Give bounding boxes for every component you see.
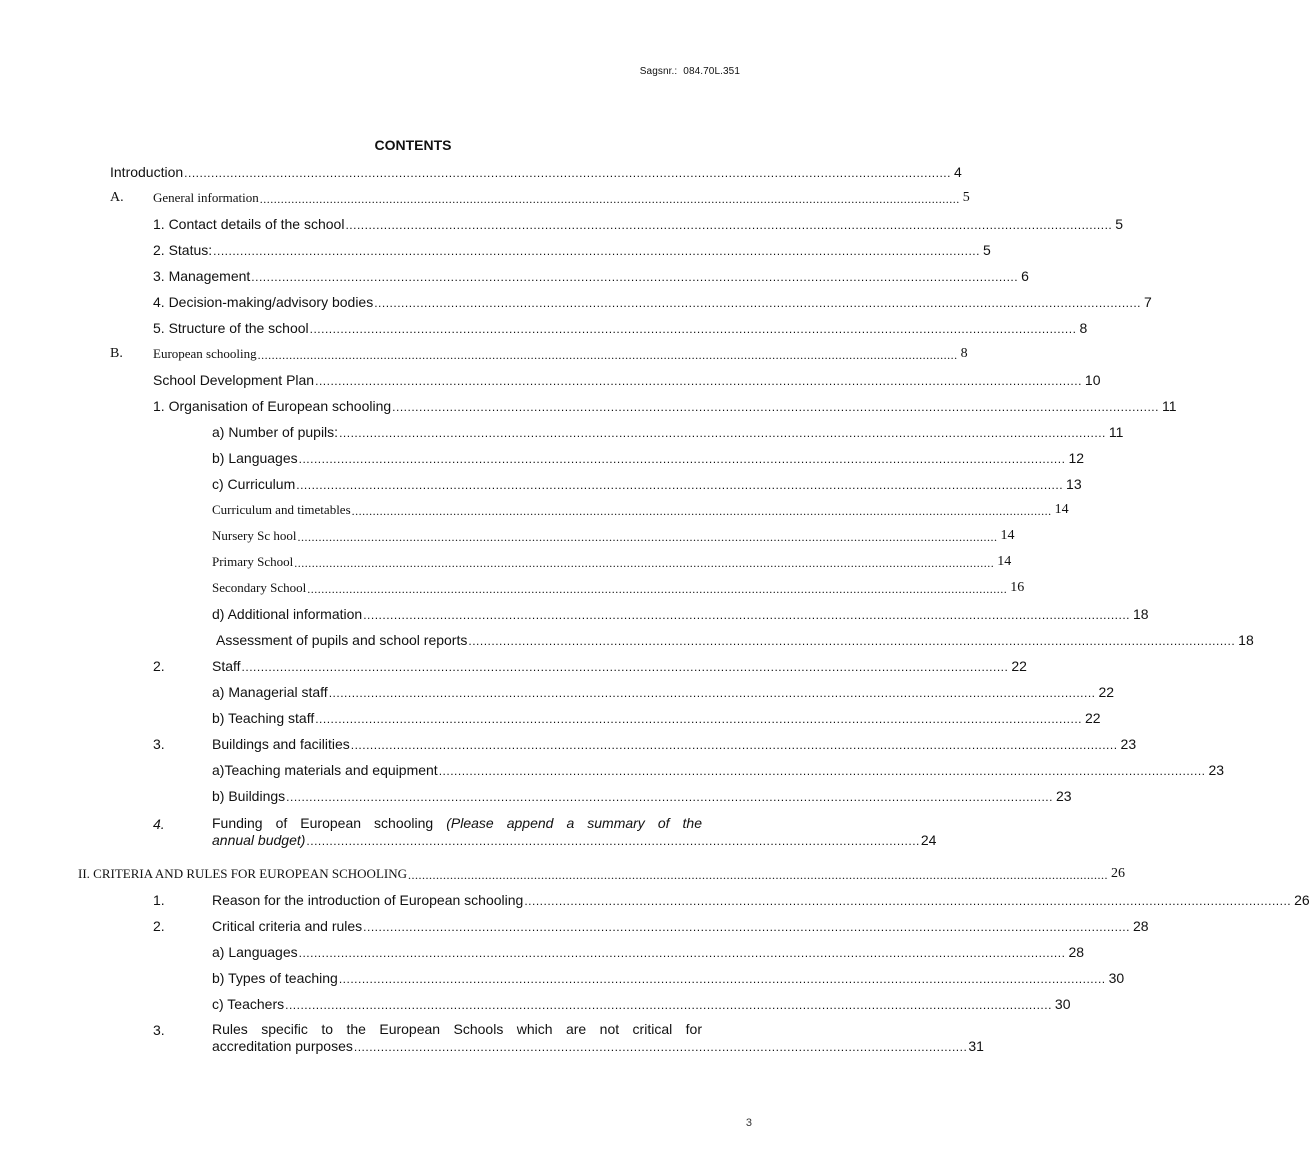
toc-entry[interactable] bbox=[0, 709, 1101, 727]
toc-entry-label: II. CRITERIA AND RULES FOR EUROPEAN SCHOOLING bbox=[78, 866, 407, 881]
toc-entry-page: 18 bbox=[1133, 606, 1149, 622]
toc-entry-label: b) Types of teaching bbox=[212, 970, 338, 986]
toc-leader-dots: ........................................................................................................................................................................................................ bbox=[374, 296, 1142, 310]
toc-entry-page: 14 bbox=[997, 554, 1012, 569]
toc-entry-page: 8 bbox=[1079, 320, 1088, 336]
toc-entry-text bbox=[212, 891, 1310, 909]
toc-entry-page: 14 bbox=[1054, 502, 1069, 517]
toc-entry[interactable] bbox=[0, 657, 1027, 675]
toc-entry-label: 1. Contact details of the school bbox=[153, 216, 345, 232]
toc-entry-text bbox=[212, 683, 1115, 701]
case-number-value: 084.70L.351 bbox=[683, 66, 740, 77]
toc-entry[interactable] bbox=[0, 449, 1085, 467]
toc-leader-dots: ........................................................................................................................................................................................................ bbox=[315, 374, 1082, 388]
toc-entry-label: 3. Management bbox=[153, 268, 251, 284]
toc-entry-text bbox=[212, 449, 1085, 467]
toc-entry[interactable] bbox=[0, 969, 1125, 987]
toc-leader-dots: ........................................................................................................................................................................................................ bbox=[296, 478, 1064, 492]
toc-entry-text bbox=[212, 553, 1012, 571]
toc-entry[interactable] bbox=[0, 163, 962, 181]
toc-entry-label: Nursery Sc hool bbox=[212, 528, 297, 543]
toc-entry-text bbox=[153, 267, 1029, 285]
toc-entry-text bbox=[153, 293, 1152, 311]
toc-leader-dots: ........................................................................................................................................................................................................ bbox=[345, 218, 1113, 232]
toc-entry-wrap bbox=[212, 1021, 984, 1055]
toc-entry[interactable] bbox=[0, 189, 970, 207]
toc-leader-dots: ........................................................................................................................................................................................................ bbox=[213, 244, 980, 258]
toc-entry-label: School Development Plan bbox=[153, 372, 315, 388]
toc-entry-rules[interactable] bbox=[0, 1021, 984, 1061]
toc-entry-label: General information bbox=[153, 190, 259, 205]
toc-entry[interactable] bbox=[0, 761, 1225, 779]
toc-leader-dots: ........................................................................................................................................................................................................ bbox=[298, 452, 1066, 466]
toc-entry[interactable] bbox=[0, 605, 1149, 623]
toc-entry-page: 14 bbox=[1000, 528, 1015, 543]
toc-leader-dots: ........................................................................................................................................................................................................ bbox=[298, 946, 1066, 960]
toc-entry-text bbox=[212, 605, 1149, 623]
toc-entry-text bbox=[212, 475, 1082, 493]
toc-entry-label: Assessment of pupils and school reports bbox=[216, 632, 468, 648]
toc-entry[interactable] bbox=[0, 553, 1012, 571]
toc-entry-label: a) Number of pupils: bbox=[212, 424, 339, 440]
toc-entry-text bbox=[212, 787, 1072, 805]
toc-entry-page: 28 bbox=[1068, 944, 1085, 960]
toc-leader-dots: ........................................................................................................................................................................................................ bbox=[251, 270, 1019, 284]
toc-entry-number: 2. bbox=[153, 918, 165, 934]
toc-entry-text bbox=[216, 631, 1254, 649]
toc-leader-dots: ........................................................................................................................................................................................................ bbox=[350, 738, 1118, 752]
toc-leader-dots: ........................................................................................................................................................................................................ bbox=[309, 322, 1077, 336]
toc-entry-text bbox=[153, 241, 991, 259]
toc-entry-text bbox=[78, 865, 1125, 883]
toc-leader-dots: ........................................................................................................................................................................................................ bbox=[257, 348, 958, 362]
toc-entry-line2 bbox=[212, 1038, 984, 1055]
toc-leader-dots: ........................................................................................................................................................................................................ bbox=[438, 764, 1206, 778]
case-number-label: Sagsnr.: bbox=[639, 66, 678, 77]
toc-entry-label bbox=[212, 815, 702, 832]
toc-entry-page: 28 bbox=[1132, 918, 1149, 934]
toc-entry-page: 22 bbox=[1011, 658, 1027, 674]
toc-entry-page: 13 bbox=[1066, 476, 1082, 492]
toc-entry-label-plain: Funding of European schooling bbox=[212, 815, 447, 831]
toc-entry-label-2: accreditation purposes bbox=[212, 1038, 353, 1054]
toc-entry-label: c) Teachers bbox=[212, 996, 285, 1012]
toc-entry[interactable] bbox=[0, 917, 1149, 935]
toc-entry-label: Rules specific to the European Schools which are not critical for bbox=[212, 1021, 702, 1037]
toc-entry[interactable] bbox=[0, 475, 1082, 493]
toc-entry-text bbox=[212, 735, 1137, 753]
toc-entry-page: 23 bbox=[1208, 762, 1225, 778]
toc-leader-dots: ........................................................................................................................................................................................................ bbox=[294, 556, 995, 570]
toc-entry[interactable] bbox=[0, 787, 1072, 805]
toc-entry-page: 23 bbox=[1055, 788, 1072, 804]
toc-entry-text bbox=[212, 709, 1101, 727]
toc-entry-label: Curriculum and timetables bbox=[212, 502, 351, 517]
toc-entry-text bbox=[110, 163, 962, 181]
toc-entry-label: 2. Status: bbox=[153, 242, 213, 258]
toc-entry-label: b) Teaching staff bbox=[212, 710, 315, 726]
toc-entry-text bbox=[212, 657, 1027, 675]
toc-entry-number: B. bbox=[110, 346, 123, 361]
toc-entry-label: Introduction bbox=[110, 164, 184, 180]
toc-entry[interactable] bbox=[0, 683, 1115, 701]
toc-entry-label: Staff bbox=[212, 658, 241, 674]
toc-leader-dots: ........................................................................................................................................................................................................ bbox=[328, 686, 1096, 700]
toc-entry-page: 11 bbox=[1108, 424, 1124, 440]
toc-entry-funding[interactable] bbox=[0, 815, 937, 855]
toc-entry-label-italic: (Please append a summary of the bbox=[446, 815, 702, 831]
toc-entry[interactable] bbox=[0, 943, 1085, 961]
toc-entry[interactable] bbox=[0, 995, 1071, 1013]
toc-entry-label: European schooling bbox=[153, 346, 257, 361]
toc-entry[interactable] bbox=[0, 345, 968, 363]
toc-entry-page: 5 bbox=[982, 242, 991, 258]
toc-entry-page: 6 bbox=[1021, 268, 1029, 284]
toc-entry-text bbox=[212, 917, 1149, 935]
toc-entry[interactable] bbox=[0, 891, 1310, 909]
toc-entry-label: c) Curriculum bbox=[212, 476, 296, 492]
toc-entry-page: 31 bbox=[968, 1038, 984, 1054]
toc-entry-wrap bbox=[212, 815, 937, 849]
toc-entry-text bbox=[153, 397, 1177, 415]
toc-entry-page: 23 bbox=[1120, 736, 1137, 752]
toc-entry-number: 3. bbox=[153, 1022, 165, 1038]
toc-entry-label: a) Managerial staff bbox=[212, 684, 328, 700]
toc-entry-page: 7 bbox=[1144, 294, 1152, 310]
toc-entry-page: 11 bbox=[1161, 398, 1177, 414]
toc-leader-dots: ........................................................................................................................................................................................................ bbox=[339, 426, 1106, 440]
toc-entry-page: 16 bbox=[1010, 580, 1025, 595]
toc-leader-dots: ........................................................................................................................................................................................................ bbox=[297, 530, 998, 544]
toc-entry-page: 26 bbox=[1294, 892, 1310, 908]
toc-leader-dots: ........................................................................................................................................................................................................ bbox=[338, 972, 1106, 986]
toc-entry[interactable] bbox=[0, 215, 1124, 233]
toc-entry[interactable] bbox=[0, 371, 1101, 389]
toc-entry-text bbox=[212, 423, 1124, 441]
toc-entry-text bbox=[153, 319, 1088, 337]
toc-entry-label-italic-2: annual budget) bbox=[212, 832, 306, 848]
toc-entry-number: A. bbox=[110, 190, 124, 205]
toc-entry-page: 24 bbox=[920, 832, 937, 848]
toc-entry-page: 5 bbox=[1115, 216, 1124, 232]
toc-entry[interactable] bbox=[0, 319, 1088, 337]
toc-entry-text bbox=[212, 501, 1069, 519]
toc-entry-text bbox=[212, 527, 1015, 545]
toc-entry-label: a) Languages bbox=[212, 944, 298, 960]
toc-entry-label: 5. Structure of the school bbox=[153, 320, 309, 336]
toc-leader-dots: ........................................................................................................................................................................................................ bbox=[468, 634, 1236, 648]
toc-leader-dots: ........................................................................................................................................................................................................ bbox=[392, 400, 1159, 414]
toc-leader-dots: ........................................................................................................................................................................................................ bbox=[408, 868, 1108, 882]
toc-entry-page: 22 bbox=[1085, 710, 1101, 726]
toc-entry-label: Primary School bbox=[212, 554, 294, 569]
toc-entry-text bbox=[212, 995, 1071, 1013]
toc-entry-number: 1. bbox=[153, 892, 165, 908]
toc-leader-dots: ........................................................................................................................................................................................................ bbox=[524, 894, 1292, 908]
toc-leader-dots: ........................................................................................................................................................................................................ bbox=[241, 660, 1009, 674]
toc-leader-dots: ........................................................................................................................................................................................................ bbox=[363, 608, 1130, 622]
toc-leader-dots: ........................................................................................................................................................................................................ bbox=[286, 790, 1053, 804]
toc-entry-page: 5 bbox=[962, 190, 970, 205]
toc-leader-dots: ........................................................................................................................................................................................................ bbox=[184, 166, 951, 180]
toc-entry-text bbox=[212, 579, 1025, 597]
toc-leader-dots: ........................................................................................................................................................................................................ bbox=[307, 582, 1008, 596]
toc-entry-label: d) Additional information bbox=[212, 606, 363, 622]
page-title: CONTENTS bbox=[374, 137, 452, 153]
toc-entry[interactable] bbox=[0, 865, 1125, 883]
toc-entry-label: 4. Decision-making/advisory bodies bbox=[153, 294, 374, 310]
toc-leader-dots: ........................................................................................................................................................................................................ bbox=[363, 920, 1130, 934]
toc-entry-label: Critical criteria and rules bbox=[212, 918, 363, 934]
toc-entry-label: Secondary School bbox=[212, 580, 307, 595]
toc-entry-page: 30 bbox=[1054, 996, 1071, 1012]
toc-leader-dots: ................................................................................................................................................................ bbox=[306, 834, 920, 848]
toc-entry-page: 22 bbox=[1098, 684, 1115, 700]
toc-entry-page: 10 bbox=[1084, 372, 1101, 388]
toc-entry[interactable] bbox=[0, 423, 1124, 441]
toc-entry-text bbox=[153, 371, 1101, 389]
toc-entry-text bbox=[212, 761, 1225, 779]
toc-entry-number: 2. bbox=[153, 658, 165, 674]
toc-entry-label: b) Languages bbox=[212, 450, 298, 466]
toc-entry-number: 4. bbox=[153, 816, 165, 832]
toc-entry-page: 8 bbox=[960, 346, 968, 361]
toc-entry-label: a)Teaching materials and equipment bbox=[212, 762, 438, 778]
toc-entry-text bbox=[153, 215, 1124, 233]
toc-entry-label: Buildings and facilities bbox=[212, 736, 350, 752]
toc-entry[interactable] bbox=[0, 527, 1015, 545]
toc-entry[interactable] bbox=[0, 631, 1254, 649]
toc-leader-dots: ........................................................................................................................................................................................................ bbox=[315, 712, 1083, 726]
toc-entry[interactable] bbox=[0, 397, 1177, 415]
toc-entry-page: 4 bbox=[953, 164, 962, 180]
toc-entry-page: 26 bbox=[1111, 866, 1125, 881]
toc-entry-label: 1. Organisation of European schooling bbox=[153, 398, 392, 414]
toc-entry[interactable] bbox=[0, 579, 1025, 597]
toc-leader-dots: ................................................................................................................................................................ bbox=[353, 1040, 968, 1054]
toc-entry-number: 3. bbox=[153, 736, 165, 752]
toc-entry-text bbox=[153, 345, 968, 363]
case-number bbox=[640, 66, 740, 77]
toc-entry-page: 18 bbox=[1238, 632, 1254, 648]
toc-entry[interactable] bbox=[0, 267, 1029, 285]
toc-entry-page: 12 bbox=[1068, 450, 1085, 466]
toc-leader-dots: ........................................................................................................................................................................................................ bbox=[285, 998, 1052, 1012]
toc-entry[interactable] bbox=[0, 735, 1137, 753]
toc-leader-dots: ........................................................................................................................................................................................................ bbox=[351, 504, 1052, 518]
toc-entry-label: Reason for the introduction of European schooling bbox=[212, 892, 524, 908]
toc-entry-line2 bbox=[212, 832, 937, 849]
toc-entry-page: 30 bbox=[1108, 970, 1125, 986]
toc-leader-dots: ........................................................................................................................................................................................................ bbox=[259, 192, 960, 206]
toc-entry-label: b) Buildings bbox=[212, 788, 286, 804]
toc-entry-text bbox=[212, 943, 1085, 961]
toc-entry[interactable] bbox=[0, 293, 1152, 311]
toc-entry-text bbox=[153, 189, 970, 207]
toc-entry[interactable] bbox=[0, 501, 1069, 519]
toc-entry[interactable] bbox=[0, 241, 991, 259]
page-number: 3 bbox=[745, 1117, 752, 1129]
toc-entry-text bbox=[212, 969, 1125, 987]
